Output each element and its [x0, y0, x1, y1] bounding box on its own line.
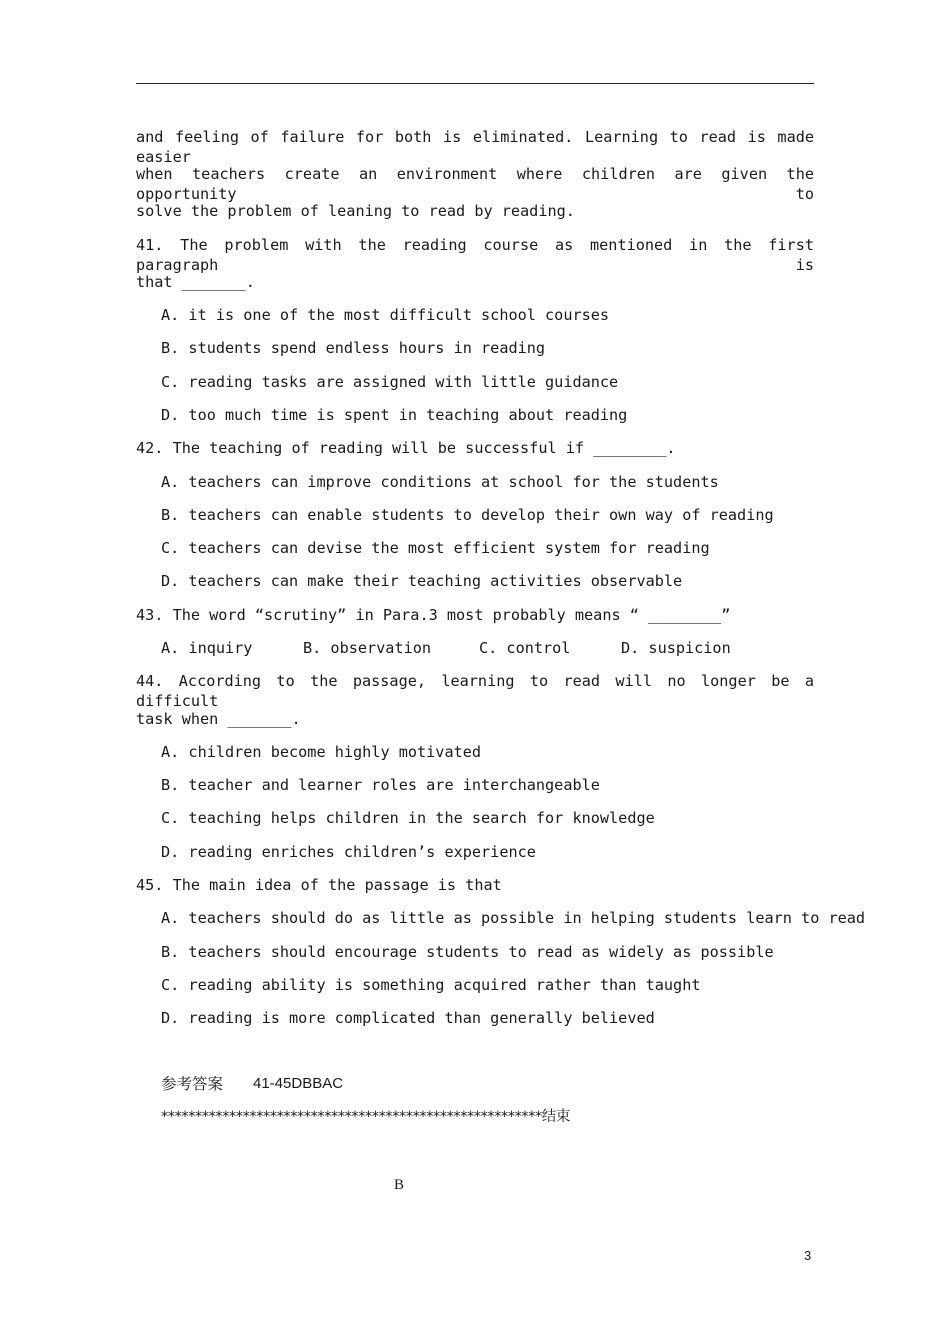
- question-42-option-a: A. teachers can improve conditions at school for the students: [161, 473, 719, 491]
- page-number: 3: [804, 1248, 812, 1263]
- passage-line: and feeling of failure for both is eliminated. Learning to read is made easier: [136, 128, 814, 166]
- question-45-option-d: D. reading is more complicated than generally believed: [161, 1009, 655, 1027]
- passage-line: when teachers create an environment where children are given the opportunity to: [136, 165, 814, 203]
- question-43-option-b: B. observation: [303, 639, 432, 657]
- question-44-option-c: C. teaching helps children in the search for knowledge: [161, 809, 655, 827]
- question-41-option-d: D. too much time is spent in teaching about reading: [161, 406, 628, 424]
- section-letter: B: [394, 1177, 405, 1193]
- question-43-option-d: D. suspicion: [621, 639, 731, 657]
- answer-key-value: 41-45DBBAC: [253, 1075, 344, 1092]
- question-45-option-a: A. teachers should do as little as possible in helping students learn to read: [161, 909, 866, 927]
- header-rule: [136, 83, 814, 84]
- question-44-option-d: D. reading enriches children’s experience: [161, 843, 536, 861]
- question-42-option-d: D. teachers can make their teaching activities observable: [161, 572, 683, 590]
- passage-line: solve the problem of leaning to read by reading.: [136, 202, 575, 220]
- question-42-option-b: B. teachers can enable students to develop their own way of reading: [161, 506, 774, 524]
- question-44-option-b: B. teacher and learner roles are interchangeable: [161, 776, 600, 794]
- question-41-option-c: C. reading tasks are assigned with little guidance: [161, 373, 619, 391]
- question-42-stem: 42. The teaching of reading will be successful if ________.: [136, 439, 676, 457]
- question-41-stem: 41. The problem with the reading course as mentioned in the first paragraph is: [136, 236, 814, 274]
- answer-key-label: 参考答案: [161, 1075, 224, 1093]
- question-45-stem: 45. The main idea of the passage is that: [136, 876, 502, 894]
- question-44-stem: 44. According to the passage, learning to read will no longer be a difficult: [136, 672, 814, 710]
- question-41-stem-cont: that _______.: [136, 273, 255, 291]
- question-43-stem: 43. The word “scrutiny” in Para.3 most probably means “ ________”: [136, 606, 731, 624]
- question-41-option-a: A. it is one of the most difficult school courses: [161, 306, 610, 324]
- question-43-option-a: A. inquiry: [161, 639, 253, 657]
- question-43-option-c: C. control: [479, 639, 571, 657]
- question-45-option-b: B. teachers should encourage students to read as widely as possible: [161, 943, 774, 961]
- question-41-option-b: B. students spend endless hours in reading: [161, 339, 546, 357]
- question-44-stem-cont: task when _______.: [136, 710, 301, 728]
- question-45-option-c: C. reading ability is something acquired rather than taught: [161, 976, 701, 994]
- end-marker: ********************************************************结束: [161, 1109, 570, 1125]
- question-44-option-a: A. children become highly motivated: [161, 743, 482, 761]
- question-42-option-c: C. teachers can devise the most efficient system for reading: [161, 539, 710, 557]
